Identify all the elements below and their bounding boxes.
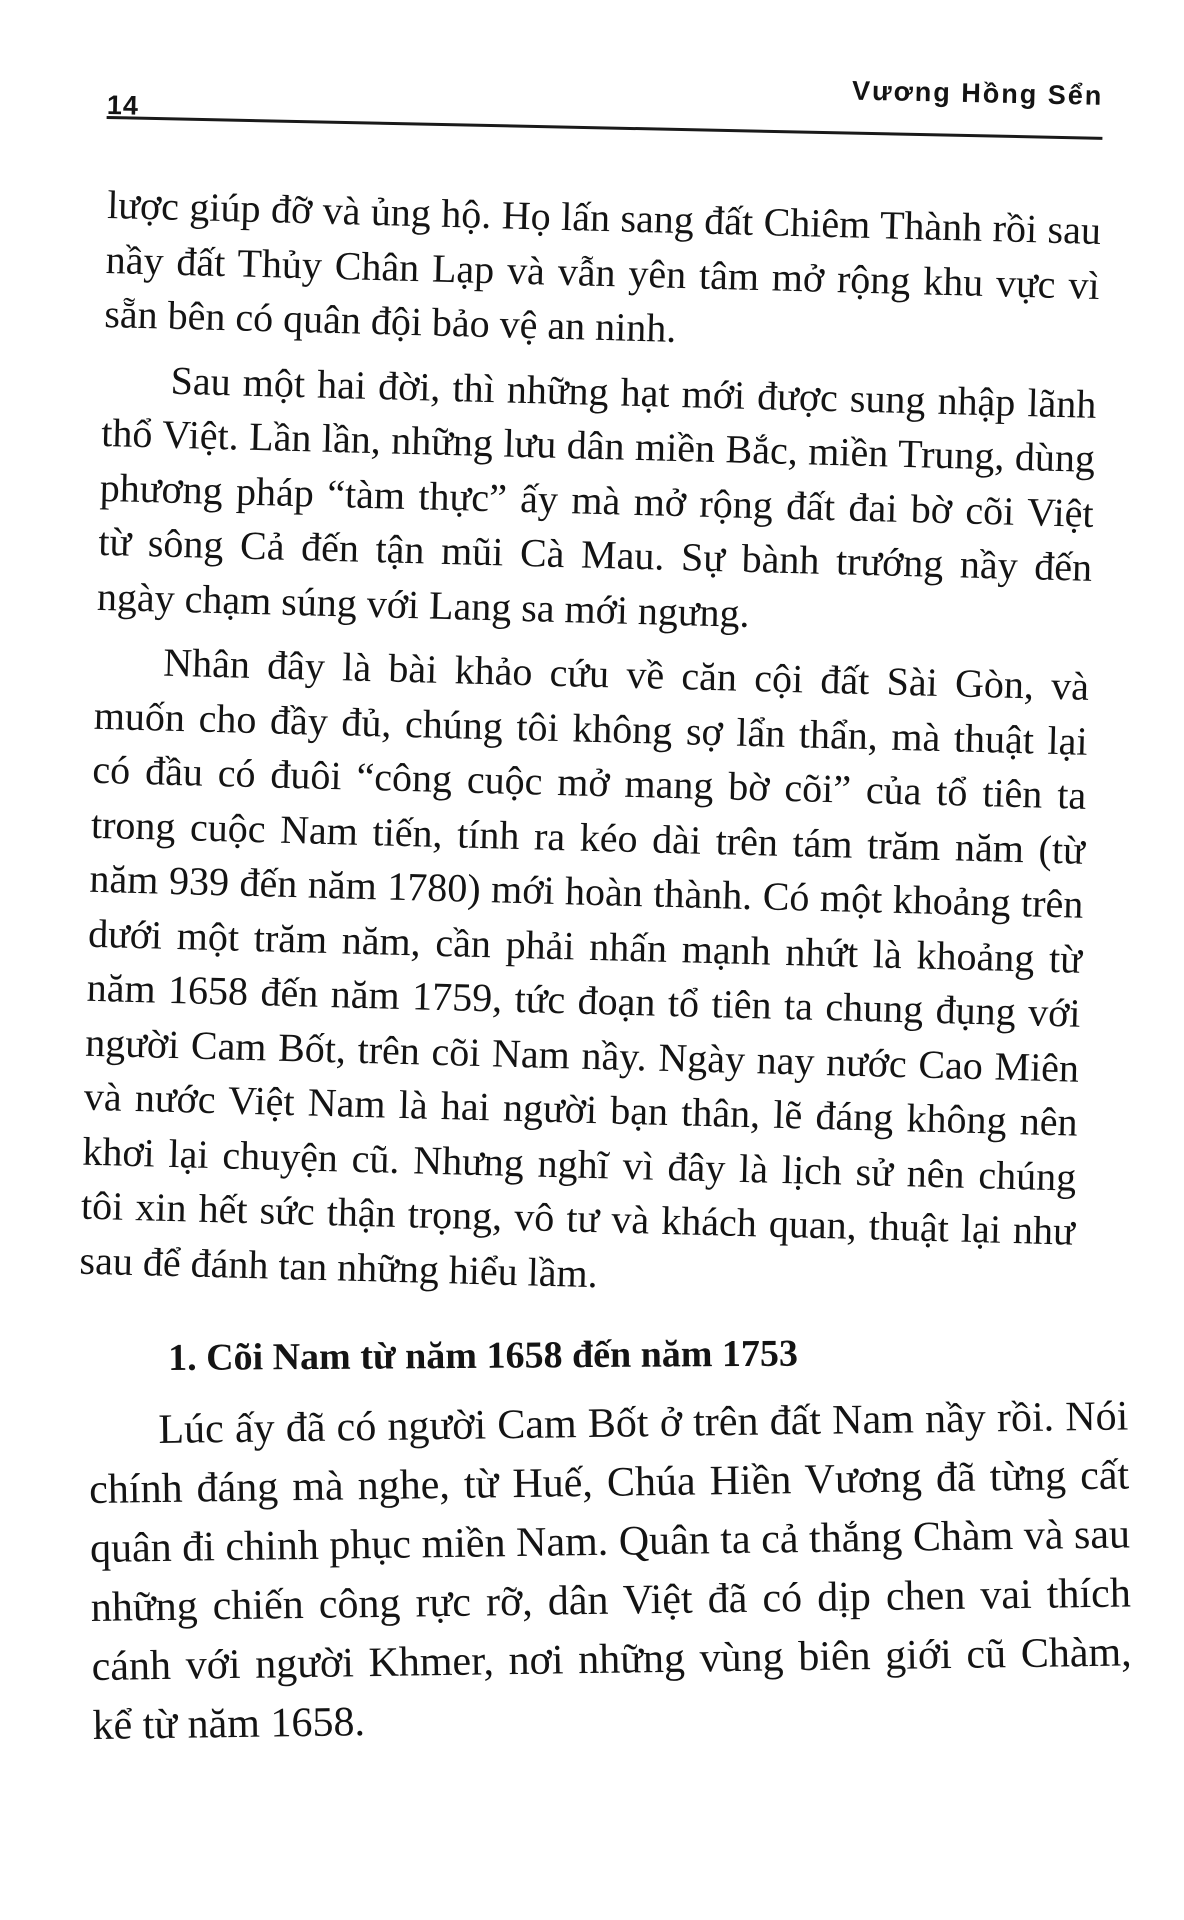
- header-rule: [107, 116, 1103, 140]
- section-heading: 1. Cõi Nam từ năm 1658 đến năm 1753: [168, 1332, 799, 1379]
- running-title: Vương Hồng Sển: [851, 75, 1104, 111]
- paragraph-continued: lược giúp đỡ và ủng hộ. Họ lấn sang đất Chiêm Thành rồi sau nầy đất Thủy Chân Lạp và vẫn yên tâm mở rộng khu vực vì sẵn bên có quân đội bảo vệ an ninh.: [103, 181, 1102, 351]
- page-number: 14: [106, 89, 140, 121]
- running-header: [106, 52, 1107, 145]
- section-body: [88, 1387, 1133, 1755]
- body-text: [79, 178, 1102, 1314]
- paragraph: Lúc ấy đã có người Cam Bốt ở trên đất Nam nầy rồi. Nói chính đáng mà nghe, từ Huế, Chúa Hiền Vương đã từng cất quân đi chinh phục miền Nam. Quân ta cả thắng Chàm và sau những chiến công rực rỡ, dân Việt đã có dịp chen vai thích cánh với người Khmer, nơi những vùng biên giới cũ Chàm, kể từ năm 1658.: [88, 1393, 1132, 1749]
- paragraph: Sau một hai đời, thì những hạt mới được sung nhập lãnh thổ Việt. Lần lần, những lưu dân miền Bắc, miền Trung, dùng phương pháp “tàm thực” ấy mà mở rộng đất đai bờ cõi Việt từ sông Cả đến tận mũi Cà Mau. Sự bành trướng nầy đến ngày chạm súng với Lang sa mới ngưng.: [96, 357, 1098, 636]
- paragraph: Nhân đây là bài khảo cứu về căn cội đất Sài Gòn, và muốn cho đầy đủ, chúng tôi không sợ lẩn thẩn, mà thuật lại có đầu có đuôi “công cuộc mở mang bờ cõi” của tổ tiên ta trong cuộc Nam tiến, tính ra kéo dài trên tám trăm năm (từ năm 939 đến năm 1780) mới hoàn thành. Có một khoảng trên dưới một trăm năm, cần phải nhấn mạnh nhứt là khoảng từ năm 1658 đến năm 1759, tức đoạn tổ tiên ta chung đụng với người Cam Bốt, trên cõi Nam nầy. Ngày nay nước Cao Miên và nước Việt Nam là hai người bạn thân, lẽ đáng không nên khơi lại chuyện cũ. Nhưng nghĩ vì đây là lịch sử nên chúng tôi xin hết sức thận trọng, vô tư và khách quan, thuật lại như sau để đánh tan những hiểu lầm.: [79, 639, 1090, 1296]
